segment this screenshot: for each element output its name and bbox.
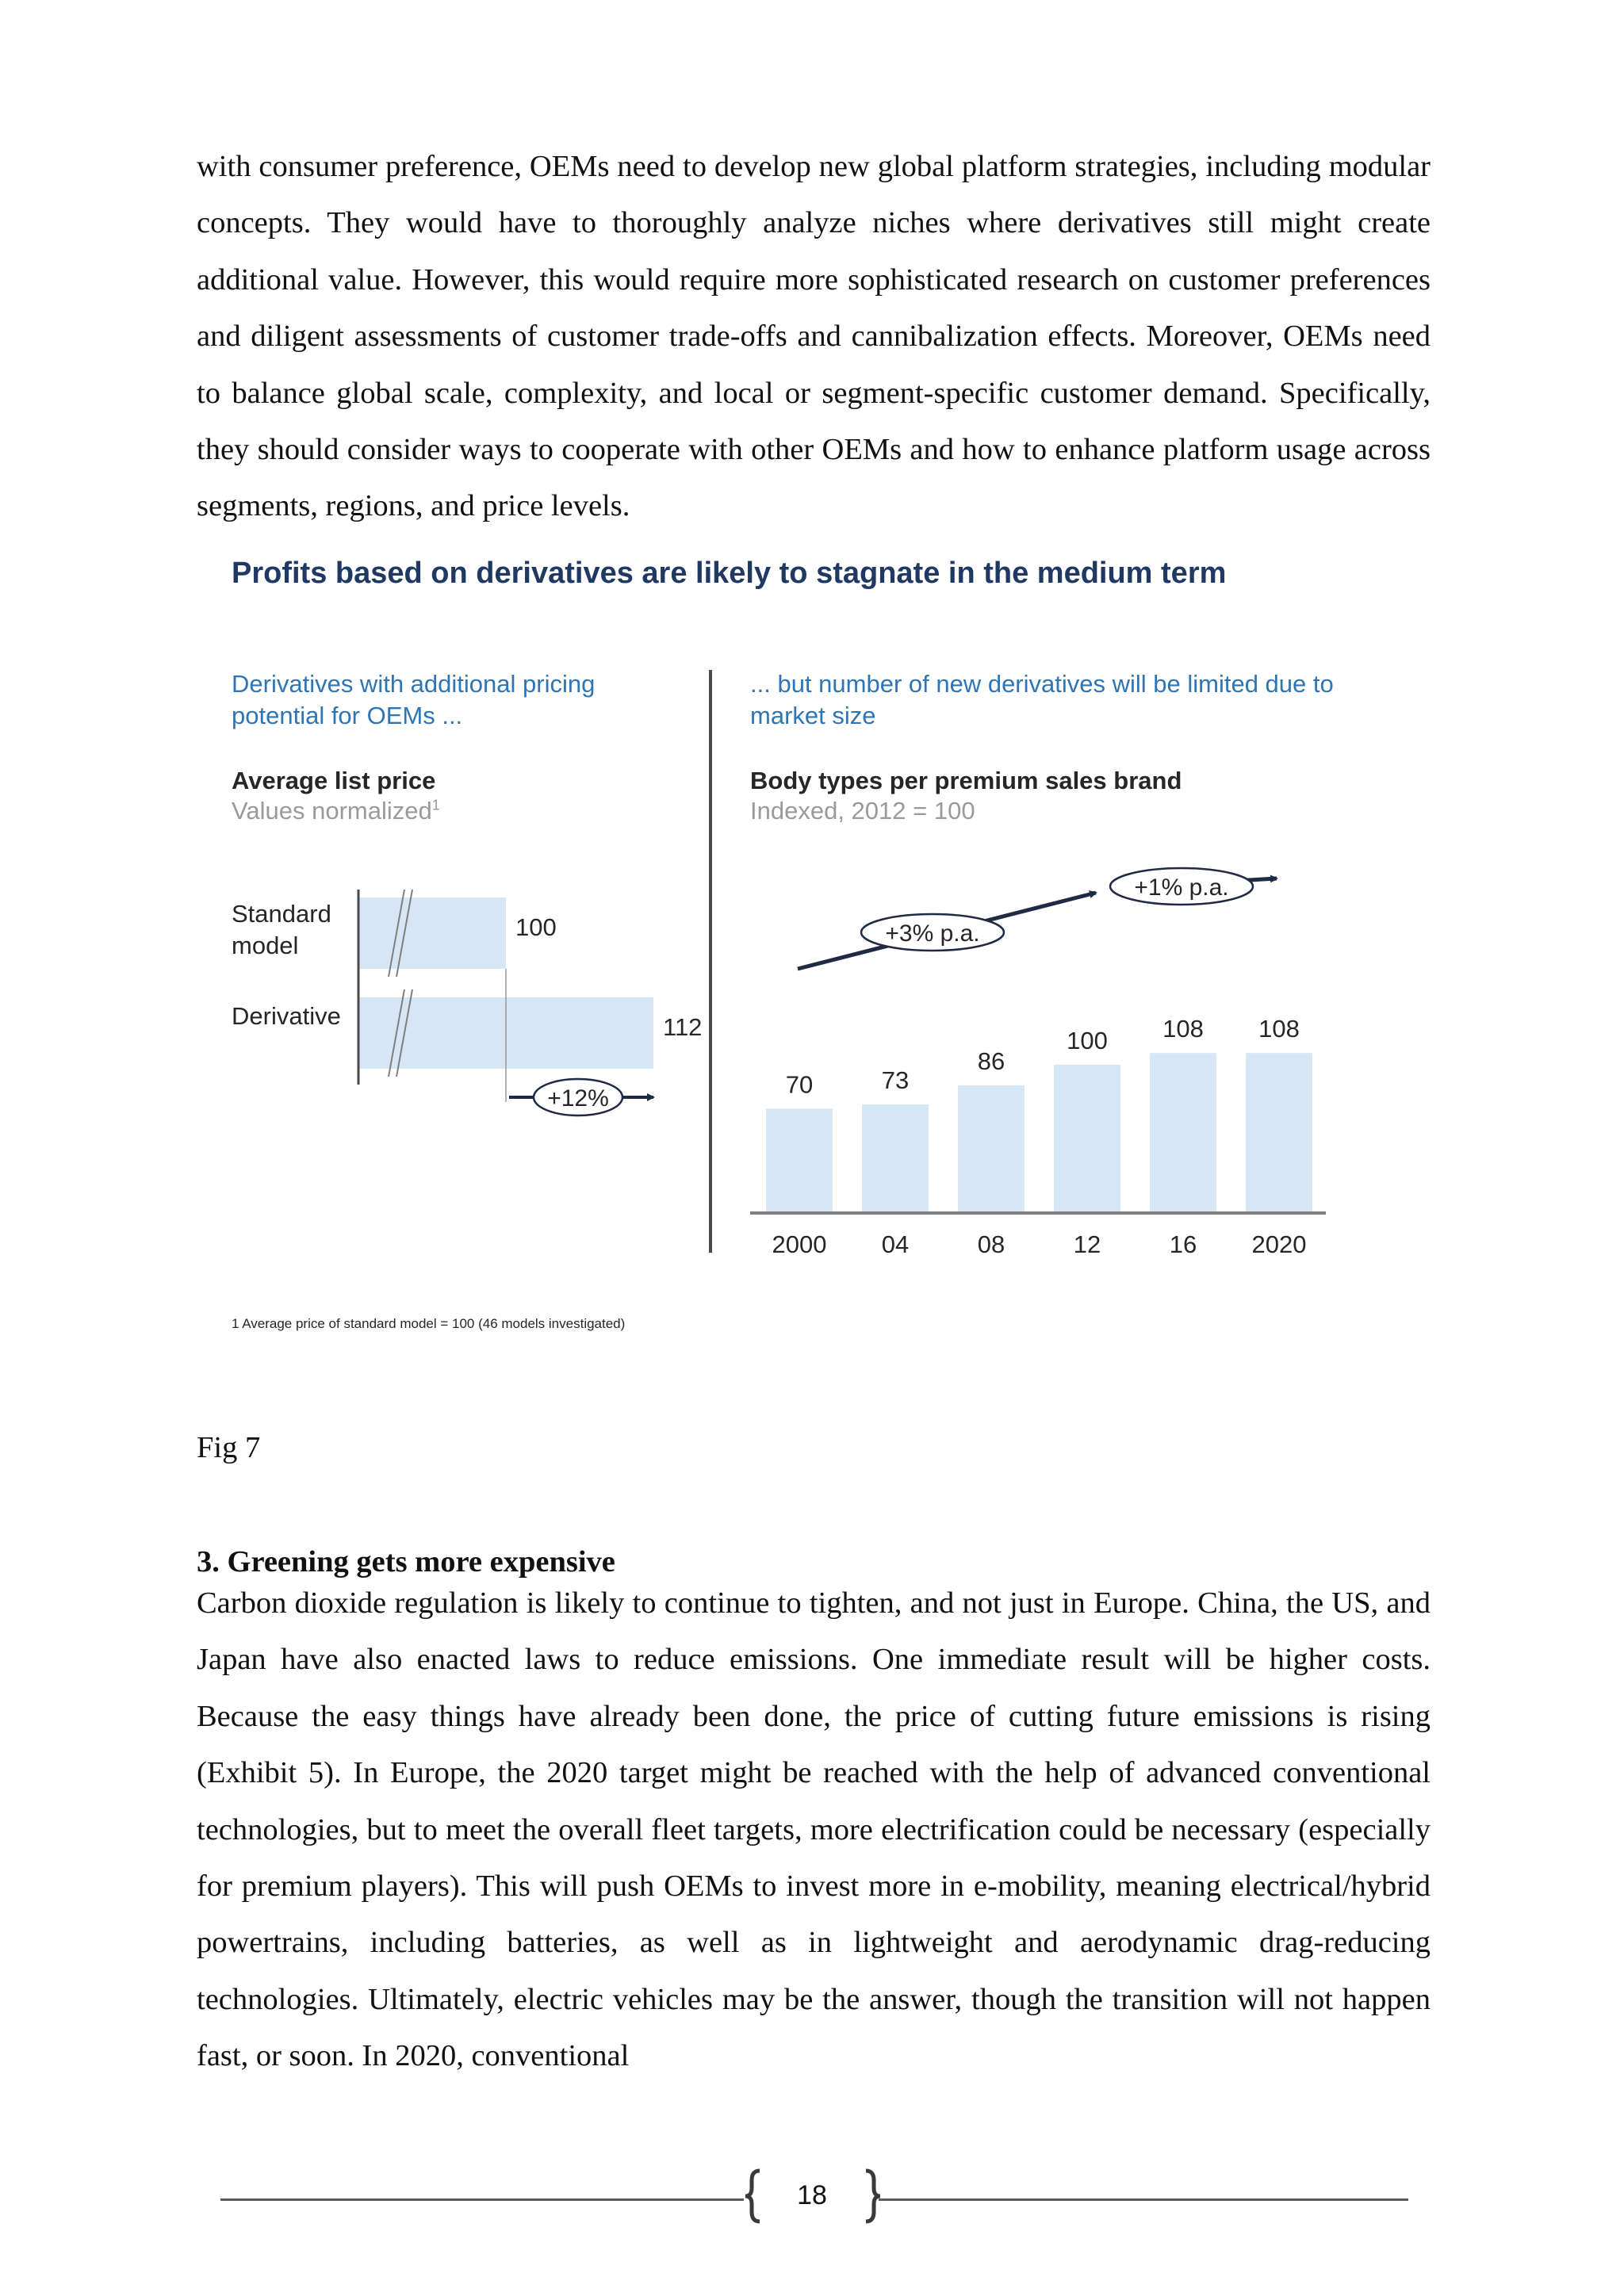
x-tick-label: 12 xyxy=(1073,1230,1101,1258)
left-panel-title: Average list price xyxy=(232,767,436,794)
right-panel-title: Body types per premium sales brand xyxy=(750,767,1182,794)
figure-title: Profits based on derivatives are likely to stagnate in the medium term xyxy=(232,557,1227,590)
right-panel-subtitle: ... but number of new derivatives will be limited due to market size xyxy=(750,670,1334,729)
footer-rule-right xyxy=(879,2198,1408,2201)
right-bar-value-label: 100 xyxy=(1067,1027,1108,1054)
page-footer xyxy=(0,2156,1624,2228)
right-bar-value-label: 86 xyxy=(977,1047,1005,1075)
left-bar-value-label: 112 xyxy=(663,1013,703,1041)
right-bar-2020 xyxy=(1246,1053,1312,1211)
figure-derivatives-profit xyxy=(214,547,1624,1356)
left-panel-subtitle: Derivatives with additional pricing potential for OEMs ... xyxy=(232,670,596,729)
right-bar-2000 xyxy=(766,1109,833,1212)
increase-annotation-label: +12% xyxy=(547,1085,609,1112)
label-derivative: Derivative xyxy=(232,1002,341,1030)
right-bar-08 xyxy=(958,1085,1025,1211)
right-bar-value-label: 70 xyxy=(785,1070,814,1099)
x-tick-label: 2000 xyxy=(772,1230,827,1258)
page-number: 18 xyxy=(797,2180,827,2210)
section-heading: 3. Greening gets more expensive xyxy=(197,1545,615,1578)
trend-1pct-label: +1% p.a. xyxy=(1134,874,1229,901)
left-chart-group xyxy=(358,890,702,1115)
right-bar-value-label: 73 xyxy=(881,1066,910,1094)
right-bar-04 xyxy=(862,1104,929,1211)
body-paragraph-1: with consumer preference, OEMs need to develop new global platform strategies, including modular concepts. They would have to thoroughly analyze niches where derivatives still might create additional value. However, this would require more sophisticated research on customer preferences and diligent assessments of customer trade-offs and cannibalization effects. Moreover, OEMs need to balance global scale, complexity, and local or segment-specific customer demand. Specifically, they should consider ways to cooperate with other OEMs and how to enhance platform usage across segments, regions, and price levels. xyxy=(197,150,1431,523)
trend-3pct-label: +3% p.a. xyxy=(885,920,980,947)
x-tick-label: 16 xyxy=(1169,1230,1197,1258)
right-bar-value-label: 108 xyxy=(1162,1015,1204,1043)
footer-rule-left xyxy=(220,2198,744,2201)
x-tick-label: 04 xyxy=(881,1230,910,1258)
body-paragraph-2: Carbon dioxide regulation is likely to continue to tighten, and not just in Europe. China, the US, and Japan have also enacted laws to reduce emissions. One immediate result will be higher costs. Because the easy things have already been done, the price of cutting future emissions is rising (Exhibit 5). In Europe, the 2020 target might be reached with the help of advanced conventional technologies, but to meet the overall fleet targets, more electrification could be necessary (especially for premium players). This will push OEMs to invest more in e-mobility, meaning electrical/hybrid powertrains, including batteries, as well as in lightweight and aerodynamic drag-reducing technologies. Ultimately, electric vehicles may be the answer, though the transition will not happen fast, or soon. In 2020, conventional xyxy=(197,1586,1431,2073)
left-bar-value-label: 100 xyxy=(515,913,557,941)
right-chart-group xyxy=(750,868,1326,1258)
label-standard-model: Standard model xyxy=(232,900,331,959)
right-bar-16 xyxy=(1150,1053,1216,1211)
right-panel-unit: Indexed, 2012 = 100 xyxy=(750,797,975,825)
left-bar-standard xyxy=(358,897,506,969)
right-bar-value-label: 108 xyxy=(1258,1015,1300,1043)
x-tick-label: 08 xyxy=(977,1230,1005,1258)
figure-caption: Fig 7 xyxy=(197,1431,261,1464)
left-panel-unit: Values normalized$^1$ xyxy=(232,797,440,825)
figure-chart-svg xyxy=(214,547,1624,1340)
figure-footnote: 1 Average price of standard model = 100 (46 models investigated) xyxy=(232,1316,626,1331)
x-tick-label: 2020 xyxy=(1251,1230,1307,1258)
right-bar-12 xyxy=(1054,1065,1120,1211)
